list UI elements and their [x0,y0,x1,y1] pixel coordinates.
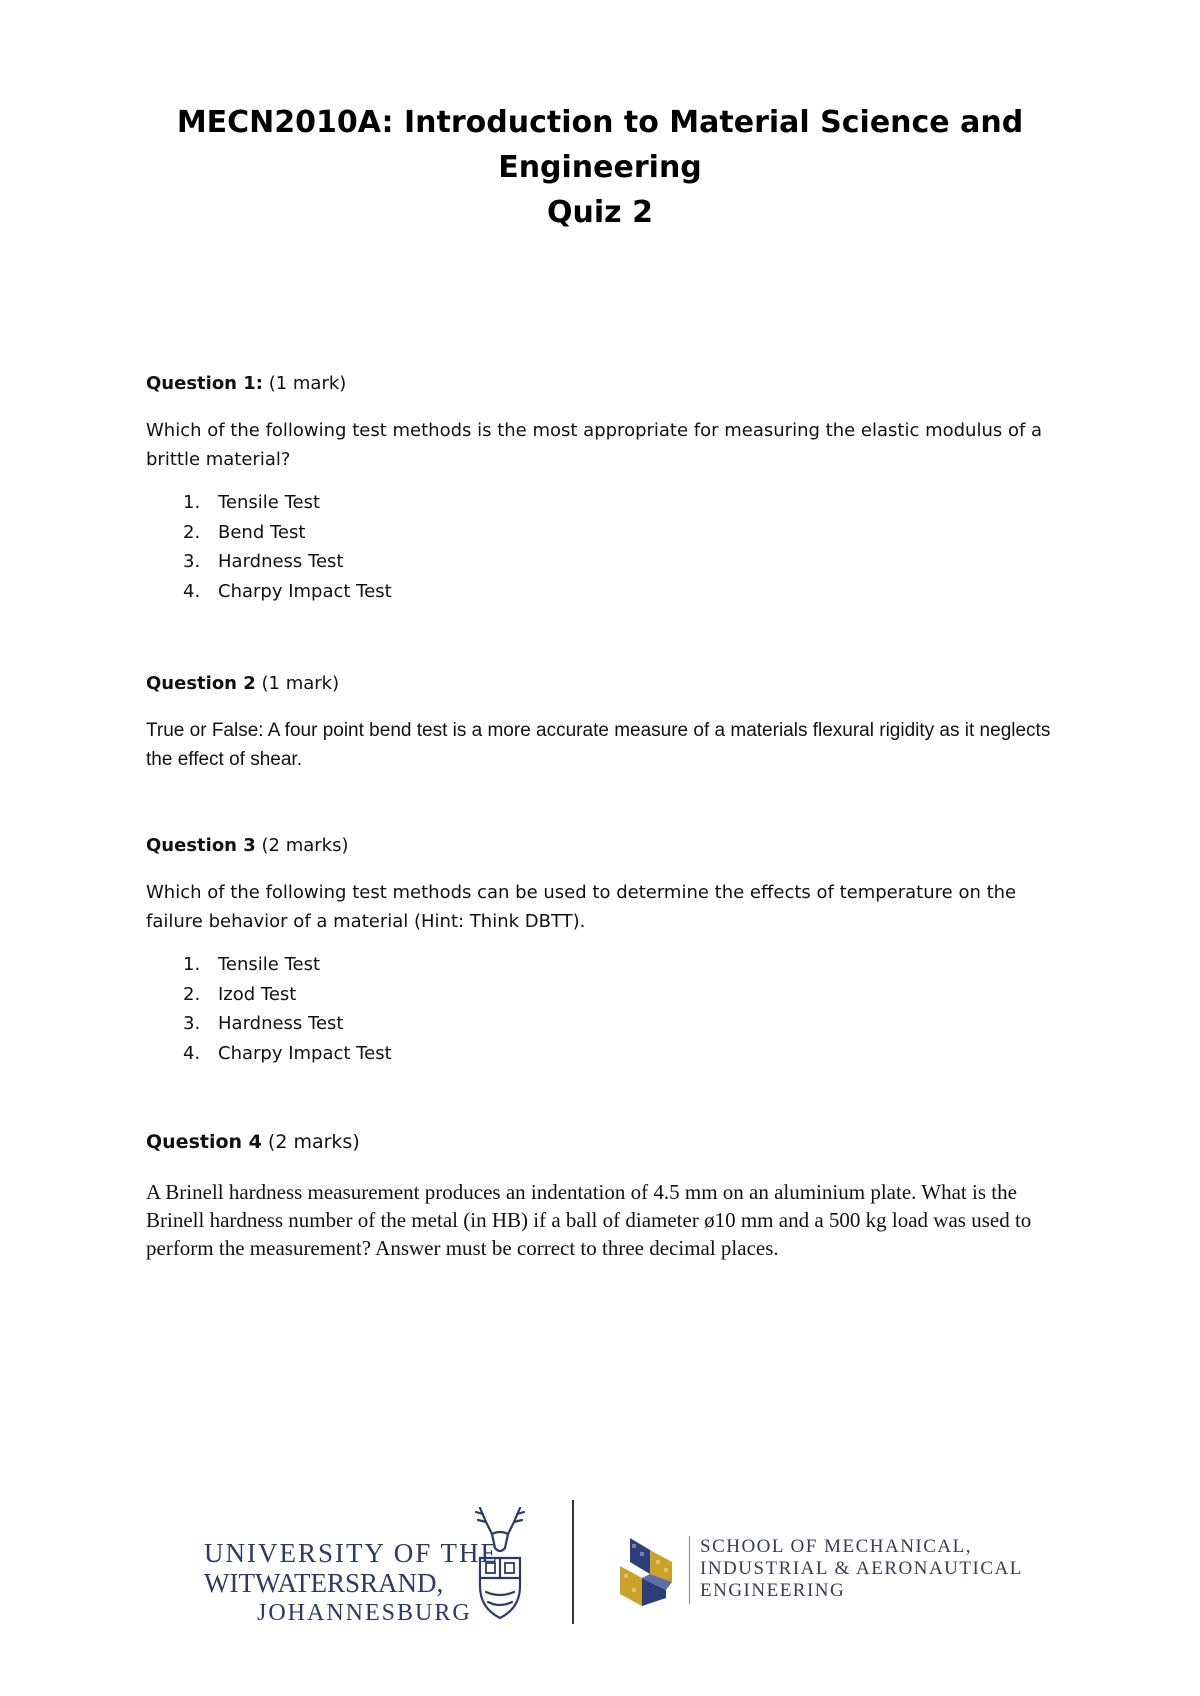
title-line-3: Quiz 2 [547,195,653,230]
question-2-label: Question 2 [146,673,256,694]
question-3-option: 1. Tensile Test [183,954,321,975]
question-1-text: Which of the following test methods is the most appropriate for measuring the elastic modulus of a brittle material? [146,420,1043,470]
document-title [0,100,1200,235]
question-1-label: Question 1: [146,373,263,394]
question-2 [146,672,1076,788]
school-line-3: ENGINEERING [700,1580,846,1601]
question-3-options [146,950,1076,1068]
question-1-options [146,488,1076,606]
question-1-marks: (1 mark) [262,373,347,394]
school-line-2: INDUSTRIAL & AERONAUTICAL [700,1558,1023,1579]
question-1-option: 1. Tensile Test [183,492,321,513]
question-3-marks: (2 marks) [255,835,349,856]
title-line-2: Engineering [498,150,702,185]
logo-divider [572,1500,574,1624]
wits-crest-icon [470,1500,530,1625]
question-1-option: 2. Bend Test [183,521,306,543]
wits-wordmark [204,1538,499,1628]
question-3-header [146,834,1076,858]
wits-line-1: UNIVERSITY OF THE [204,1538,499,1568]
question-3 [146,834,1076,1068]
school-line-1: SCHOOL OF MECHANICAL, [700,1536,973,1557]
question-2-text: True or False: A four point bend test is a more accurate measure of a materials flexural rigidity as it neglects the effect of shear. [146,720,1051,770]
question-1-header [146,372,1076,396]
question-4-text: A Brinell hardness measurement produces an indentation of 4.5 mm on an aluminium plate. What is the Brinell hardness number of the metal (in HB) if a ball of diameter ø10 mm and a 500 kg load was used to perform the measurement? Answer must be correct to three decimal places. [146,1180,1032,1260]
question-3-option: 2. Izod Test [183,983,297,1005]
question-1-option: 3. Hardness Test [183,551,344,572]
school-divider [689,1536,690,1604]
question-3-label: Question 3 [146,835,256,856]
question-2-marks: (1 mark) [255,673,340,694]
question-1-option: 4. Charpy Impact Test [183,580,392,602]
footer-logos [0,1500,1200,1640]
question-4-marks: (2 marks) [261,1131,360,1153]
question-3-text: Which of the following test methods can be used to determine the effects of temperature on the failure behavior of a material (Hint: Think DBTT). [146,882,1017,932]
school-logo-icon [620,1538,680,1606]
question-1 [146,372,1076,606]
question-2-header [146,672,1076,696]
school-wordmark [700,1536,1023,1602]
question-4-label: Question 4 [146,1131,262,1153]
wits-line-3: JOHANNESBURG [257,1600,472,1626]
question-4 [146,1130,1076,1262]
question-3-option: 3. Hardness Test [183,1013,344,1034]
title-line-1: MECN2010A: Introduction to Material Science and [176,105,1024,140]
question-4-header [146,1130,1076,1154]
wits-line-2: WITWATERSRAND, [204,1568,444,1598]
question-3-option: 4. Charpy Impact Test [183,1042,392,1064]
